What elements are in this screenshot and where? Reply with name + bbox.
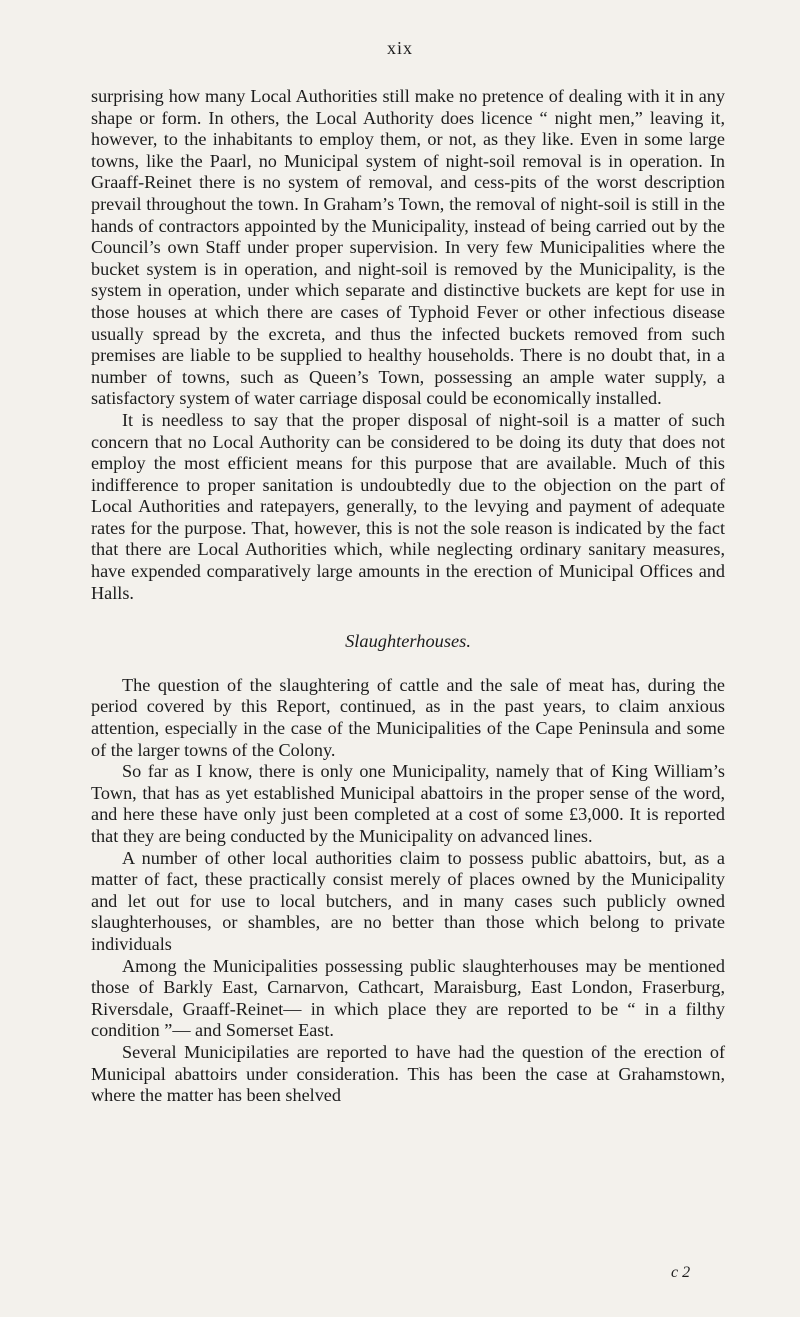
paragraph-municipalities-list: Among the Municipalities possessing public slaughterhouses may be mentioned those of Barkly East, Carnarvon, Cathcart, Maraisburg, East London, Fraserburg, Riversdale, Graaff-Reinet— in which place they are reported to be “ in a filthy condition ”— and Somerset East. <box>91 955 725 1041</box>
body-text <box>91 86 725 1107</box>
paragraph-public-abattoirs: A number of other local authorities claim to possess public abattoirs, but, as a matter of fact, these practically consist merely of places owned by the Municipality and let out for use to local butchers, and in many cases such publicly owned slaughterhouses, or shambles, are no better than those which belong to private individuals <box>91 847 725 954</box>
page-number: xix <box>386 38 413 58</box>
paragraph-night-soil-continued: surprising how many Local Authorities still make no pretence of dealing with it in any shape or form. In others, the Local Authority does licence “ night men,” leaving it, however, to the inhabitants to employ them, or not, as they like. Even in some large towns, like the Paarl, no Municipal system of night-soil removal is in operation. In Graaff-Reinet there is no system of removal, and cess-pits of the worst description prevail throughout the town. In Graham’s Town, the removal of night-soil is still in the hands of contractors appointed by the Municipality, instead of being carried out by the Council’s own Staff under proper supervision. In very few Municipalities where the bucket system is in operation, and night-soil is removed by the Municipality, is the system in operation, under which separate and distinctive buckets are kept for use in those houses at which there are cases of Typhoid Fever or other infectious disease usually spread by the excreta, and thus the infected buckets removed from such premises are liable to be supplied to healthy households. There is no doubt that, in a number of towns, such as Queen’s Town, possessing an ample water supply, a satisfactory system of water carriage disposal could be economically installed. <box>91 86 725 409</box>
paragraph-king-williams-town: So far as I know, there is only one Municipality, namely that of King William’s Town, that has as yet established Municipal abattoirs in the proper sense of the word, and here these have only just been completed at a cost of some £3,000. It is reported that they are being conducted by the Municipality on advanced lines. <box>91 761 725 846</box>
paragraph-night-soil-disposal: It is needless to say that the proper disposal of night-soil is a matter of such concern that no Local Authority can be considered to be doing its duty that does not employ the most efficient means for this purpose that are available. Much of this indifference to proper sanitation is undoubtedly due to the objection on the part of Local Authorities and ratepayers, generally, to the levying and payment of adequate rates for the purpose. That, however, this is not the sole reason is indicated by the fact that there are Local Authorities which, while neglecting ordinary sanitary measures, have expended comparatively large amounts in the erection of Municipal Offices and Halls. <box>91 409 725 603</box>
paragraph-slaughtering-question: The question of the slaughtering of cattle and the sale of meat has, during the period covered by this Report, continued, as in the past years, to claim anxious attention, especially in the case of the Municipalities of the Cape Peninsula and some of the larger towns of the Colony. <box>91 674 725 760</box>
paragraph-grahamstown: Several Municipilaties are reported to have had the question of the erection of Municipal abattoirs under consideration. This has been the case at Grahamstown, where the matter has been shelved <box>91 1041 725 1106</box>
section-heading-slaughterhouses: Slaughterhouses. <box>345 631 471 652</box>
signature-mark: c 2 <box>671 1264 691 1281</box>
